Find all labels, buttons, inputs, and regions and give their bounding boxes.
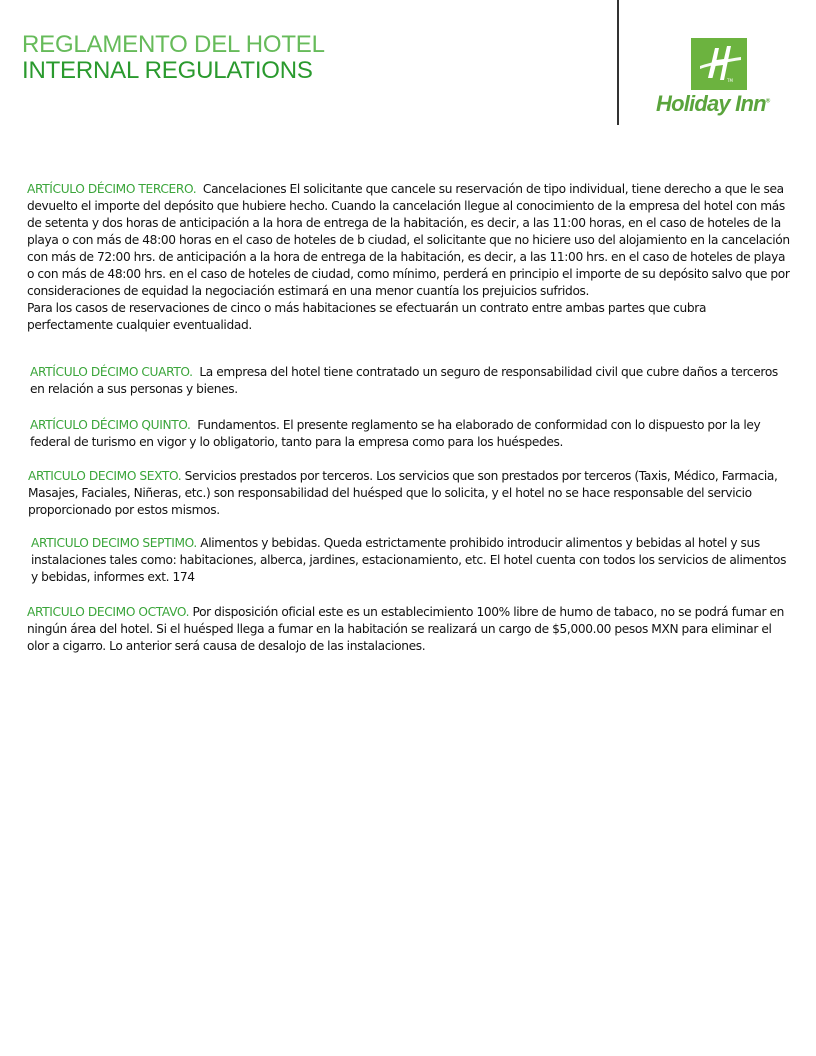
article-extra-text: Para los casos de reservaciones de cinco o más habitaciones se efectuarán un contrato entre ambas partes que cubra perfectamente cualquier eventualidad. — [27, 301, 707, 332]
article-text: Servicios prestados por terceros. Los servicios que son prestados por terceros (Taxis, Médico, Farmacia, Masajes, Faciales, Niñeras, etc.) son responsabilidad del huésped que lo solicita, y el hotel no se hace responsable del servicio proporcionado por estos mismos. — [28, 469, 778, 517]
document-title-english: INTERNAL REGULATIONS — [22, 57, 313, 84]
article-heading: ARTICULO DECIMO SEXTO. — [28, 469, 182, 483]
article-18 — [27, 604, 792, 655]
article-text: Fundamentos. El presente reglamento se ha elaborado de conformidad con lo dispuesto por la ley federal de turismo en vigor y lo obligatorio, tanto para la empresa como para los huéspedes. — [30, 418, 761, 449]
logo-trademark: TM — [727, 78, 733, 83]
article-heading: ARTÍCULO DÉCIMO TERCERO. — [27, 182, 197, 196]
article-heading: ARTÍCULO DÉCIMO CUARTO. — [30, 365, 193, 379]
article-13 — [27, 181, 791, 334]
article-text: Cancelaciones El solicitante que cancele su reservación de tipo individual, tiene derecho a que le sea devuelto el importe del depósito que hubiere hecho. Cuando la cancelación llegue al conocimiento de la empresa del hotel con más de setenta y dos horas de anticipación a la hora de entrega de la habitación, es decir, a las 11:00 horas, en el caso de hoteles de la playa o con más de 48:00 horas en el caso de hoteles de b ciudad, el solicitante que no hiciere uso del alojamiento en la cancelación con más de 72:00 hrs. de anticipación a la hora de entrega de la habitación, es decir, a las 11:00 hrs. en el caso de hoteles de playa o con más de 48:00 hrs. en el caso de hoteles de ciudad, como mínimo, perderá en principio el importe de su depósito salvo que por consideraciones de equidad la negociación estimará en una menor cuantía los prejuicios sufridos. — [27, 182, 790, 298]
article-14 — [30, 364, 790, 398]
document-title-spanish: REGLAMENTO DEL HOTEL — [22, 31, 325, 58]
article-text: Por disposición oficial este es un establecimiento 100% libre de humo de tabaco, no se podrá fumar en ningún área del hotel. Si el huésped llega a fumar en la habitación se realizará un cargo de $5,000.00 pesos MXN para eliminar el olor a cigarro. Lo anterior será causa de desalojo de las instalaciones. — [27, 605, 785, 653]
article-heading: ARTÍCULO DÉCIMO QUINTO. — [30, 418, 191, 432]
brand-name: Holiday Inn — [656, 91, 766, 116]
article-heading: ARTICULO DECIMO OCTAVO. — [27, 605, 190, 619]
header-divider — [617, 0, 619, 125]
article-text: Alimentos y bebidas. Queda estrictamente prohibido introducir alimentos y bebidas al hotel y sus instalaciones tales como: habitaciones, alberca, jardines, estacionamiento, etc. El hotel cuenta con todos los servicios de alimentos y bebidas, informes ext. 174 — [31, 536, 787, 584]
article-heading: ARTICULO DECIMO SEPTIMO. — [31, 536, 197, 550]
holiday-inn-logo-wordmark — [656, 91, 770, 117]
article-15 — [30, 417, 790, 451]
article-17 — [31, 535, 789, 586]
article-text: La empresa del hotel tiene contratado un seguro de responsabilidad civil que cubre daños a terceros en relación a sus personas y bienes. — [30, 365, 778, 396]
brand-registered-mark: ® — [765, 98, 771, 105]
holiday-inn-h-icon — [691, 38, 747, 90]
article-16 — [28, 468, 791, 519]
